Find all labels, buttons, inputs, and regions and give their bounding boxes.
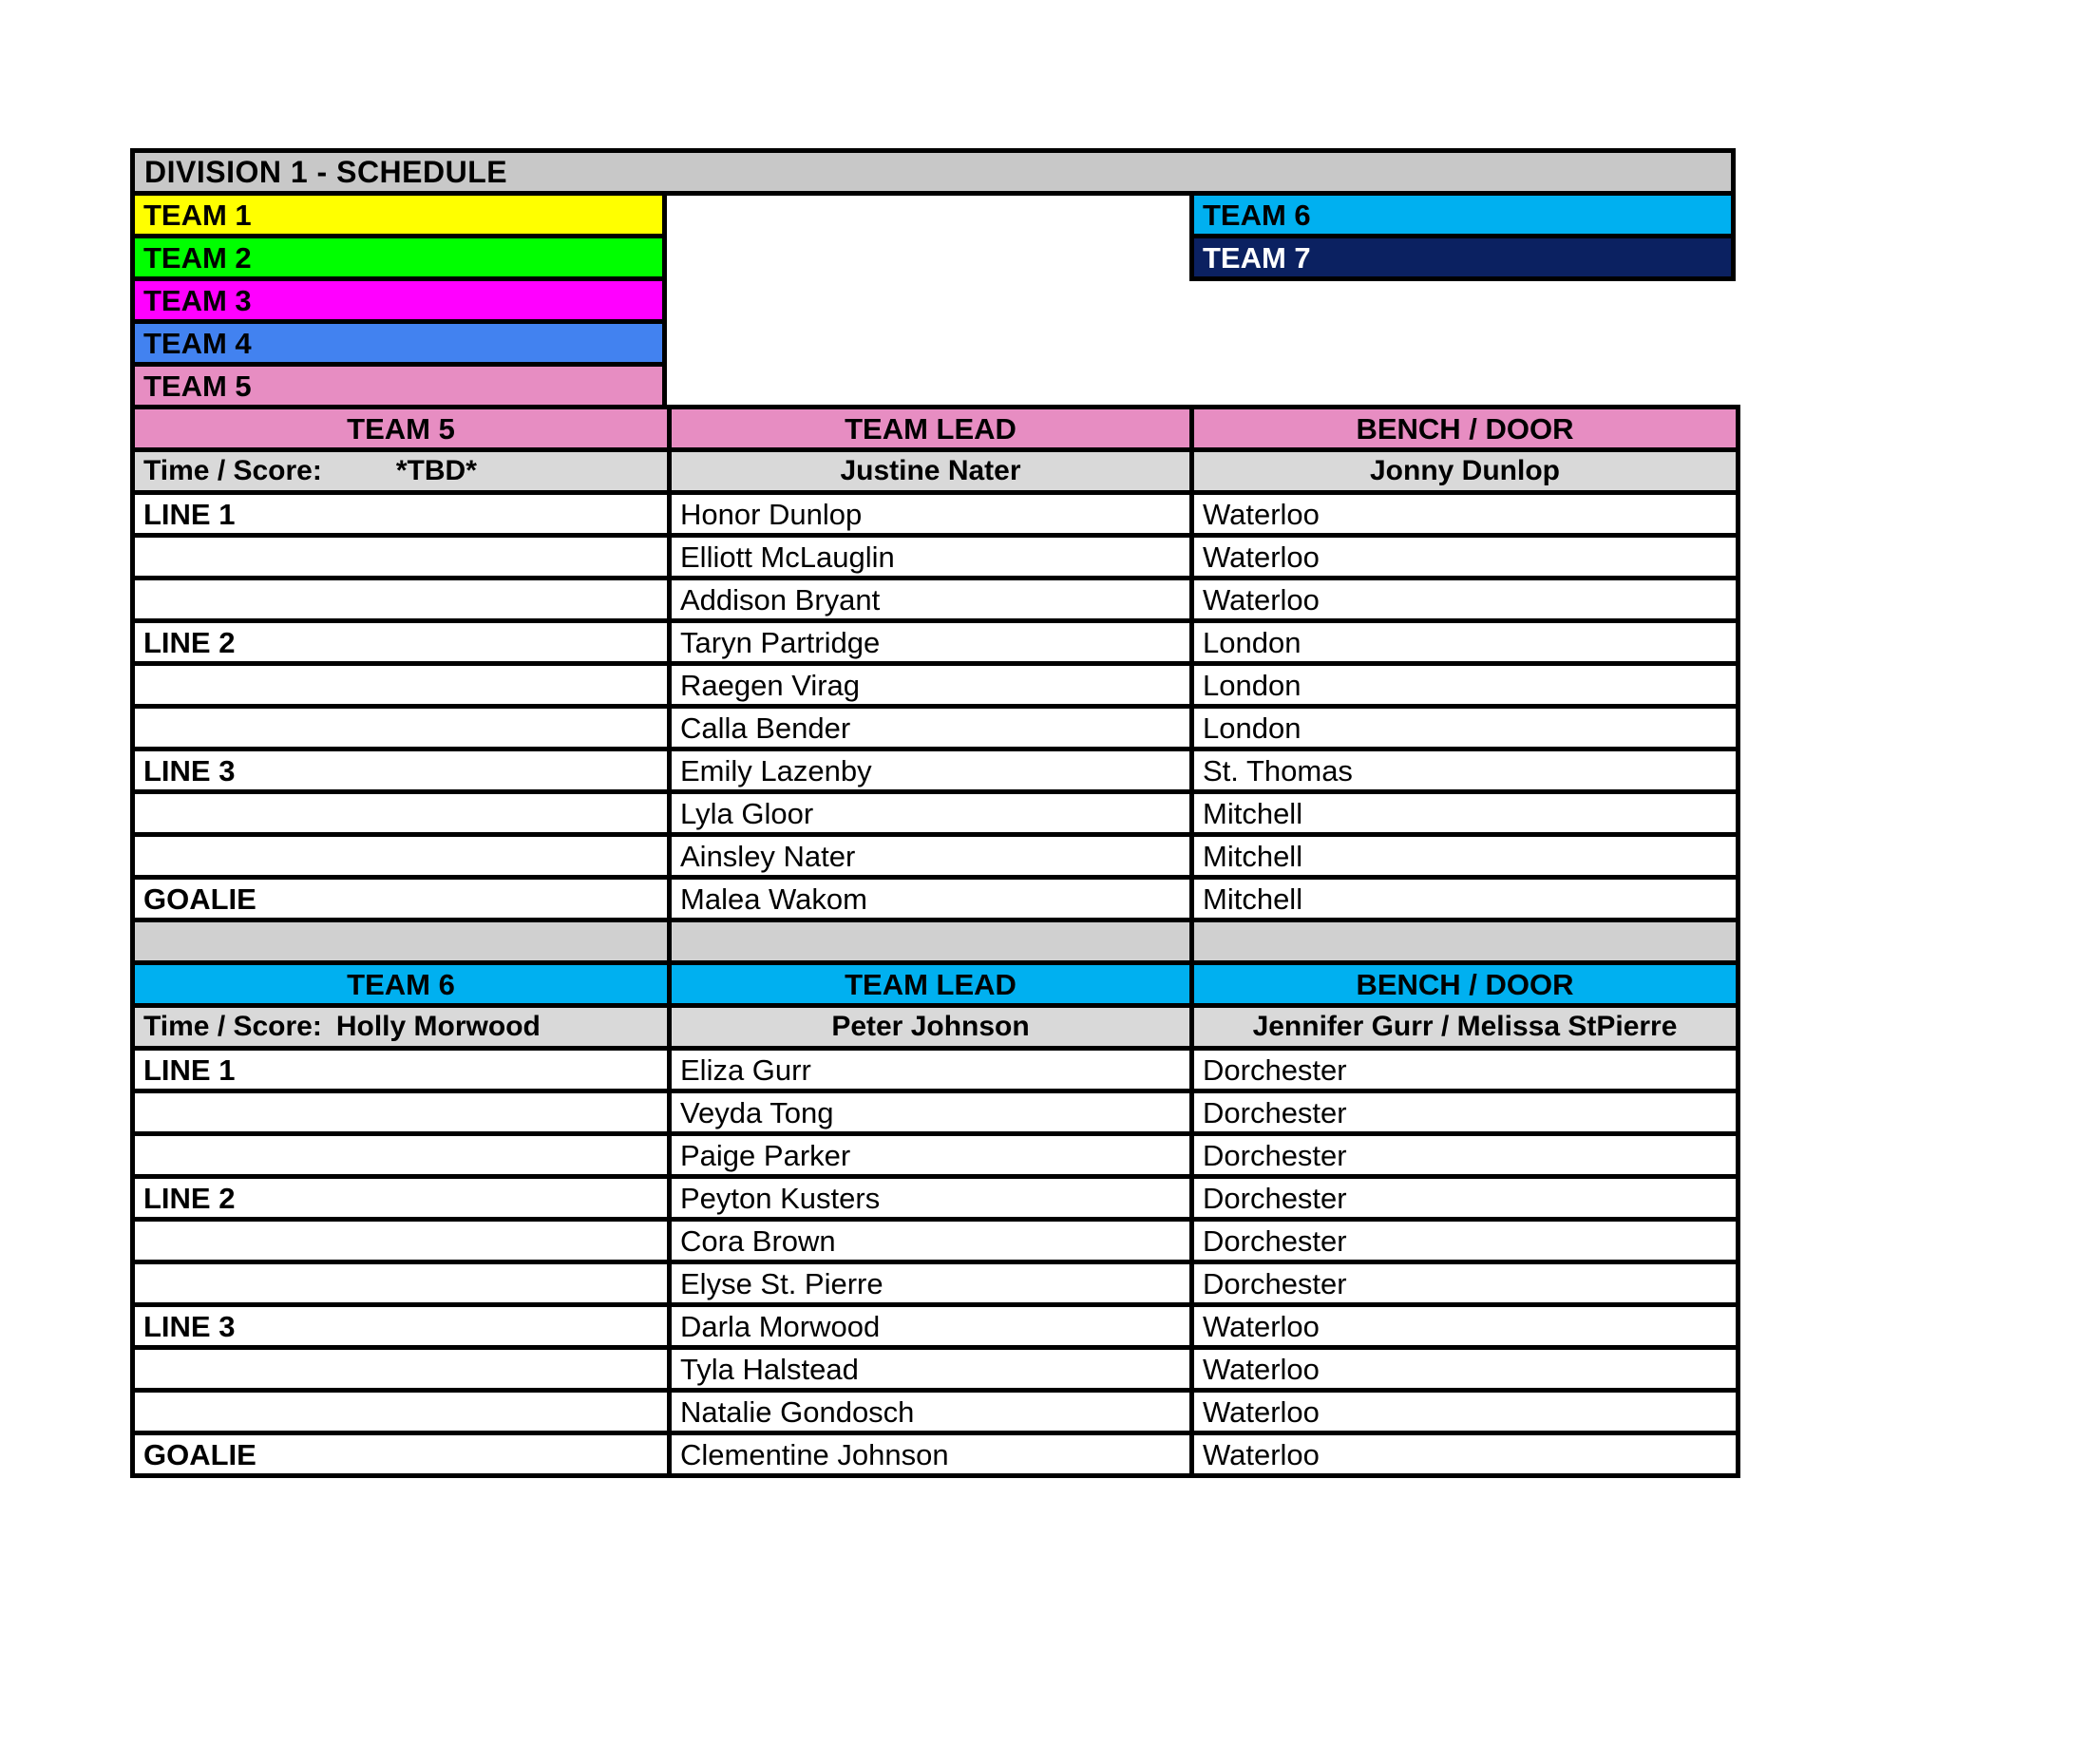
team5-roster-table bbox=[130, 405, 1740, 965]
separator-row bbox=[133, 920, 1738, 963]
line-label-cell bbox=[133, 707, 670, 749]
player-name-cell: Paige Parker bbox=[670, 1134, 1192, 1177]
line-label-cell bbox=[133, 536, 670, 579]
line-label-cell bbox=[133, 664, 670, 707]
team6-time-score-cell bbox=[133, 1006, 670, 1049]
legend-region bbox=[130, 191, 1736, 409]
schedule-sheet bbox=[130, 148, 1736, 1478]
table-row bbox=[133, 1091, 1738, 1134]
location-cell: Waterloo bbox=[1192, 579, 1738, 621]
player-name-cell: Eliza Gurr bbox=[670, 1049, 1192, 1091]
legend-item-team6: TEAM 6 bbox=[1192, 194, 1734, 237]
player-name-cell: Taryn Partridge bbox=[670, 621, 1192, 664]
team6-header-bench: BENCH / DOOR bbox=[1192, 963, 1738, 1006]
time-score-value: *TBD* bbox=[395, 455, 477, 486]
player-name-cell: Elyse St. Pierre bbox=[670, 1262, 1192, 1305]
table-row bbox=[133, 1049, 1738, 1091]
player-name-cell: Raegen Virag bbox=[670, 664, 1192, 707]
location-cell: London bbox=[1192, 621, 1738, 664]
legend-right-table bbox=[1189, 191, 1736, 281]
table-row bbox=[133, 749, 1738, 792]
table-row bbox=[133, 1134, 1738, 1177]
team5-info-row bbox=[133, 450, 1738, 493]
page bbox=[0, 148, 2090, 1764]
location-cell: Waterloo bbox=[1192, 1433, 1738, 1476]
line-label-cell: GOALIE bbox=[133, 1433, 670, 1476]
player-name-cell: Clementine Johnson bbox=[670, 1433, 1192, 1476]
location-cell: Waterloo bbox=[1192, 1305, 1738, 1348]
line-label-cell bbox=[133, 1391, 670, 1433]
location-cell: Waterloo bbox=[1192, 536, 1738, 579]
player-name-cell: Elliott McLauglin bbox=[670, 536, 1192, 579]
table-row bbox=[133, 621, 1738, 664]
line-label-cell: LINE 2 bbox=[133, 1177, 670, 1220]
player-name-cell: Calla Bender bbox=[670, 707, 1192, 749]
line-label-cell bbox=[133, 835, 670, 878]
line-label-cell bbox=[133, 1134, 670, 1177]
player-name-cell: Darla Morwood bbox=[670, 1305, 1192, 1348]
time-score-label: Time / Score: bbox=[143, 455, 322, 486]
player-name-cell: Addison Bryant bbox=[670, 579, 1192, 621]
player-name-cell: Tyla Halstead bbox=[670, 1348, 1192, 1391]
line-label-cell: LINE 3 bbox=[133, 1305, 670, 1348]
player-name-cell: Malea Wakom bbox=[670, 878, 1192, 920]
separator-cell bbox=[1192, 920, 1738, 963]
legend-item-team7: TEAM 7 bbox=[1192, 237, 1734, 279]
location-cell: London bbox=[1192, 707, 1738, 749]
legend-row bbox=[133, 237, 665, 279]
location-cell: London bbox=[1192, 664, 1738, 707]
table-row bbox=[133, 878, 1738, 920]
table-row bbox=[133, 536, 1738, 579]
location-cell: Waterloo bbox=[1192, 493, 1738, 536]
location-cell: Dorchester bbox=[1192, 1049, 1738, 1091]
time-score-value: Holly Morwood bbox=[335, 1011, 541, 1042]
line-label-cell bbox=[133, 792, 670, 835]
legend-item-team3: TEAM 3 bbox=[133, 279, 665, 322]
location-cell: St. Thomas bbox=[1192, 749, 1738, 792]
line-label-cell: LINE 2 bbox=[133, 621, 670, 664]
table-row bbox=[133, 579, 1738, 621]
separator-cell bbox=[133, 920, 670, 963]
table-row bbox=[133, 1433, 1738, 1476]
table-row bbox=[133, 493, 1738, 536]
document-title: DIVISION 1 - SCHEDULE bbox=[144, 154, 508, 189]
location-cell: Mitchell bbox=[1192, 792, 1738, 835]
team5-time-score-cell bbox=[133, 450, 670, 493]
table-row bbox=[133, 1305, 1738, 1348]
team6-header-row bbox=[133, 963, 1738, 1006]
table-row bbox=[133, 1220, 1738, 1262]
team6-header-lead: TEAM LEAD bbox=[670, 963, 1192, 1006]
legend-row bbox=[133, 279, 665, 322]
location-cell: Mitchell bbox=[1192, 878, 1738, 920]
team6-roster-table bbox=[130, 960, 1740, 1478]
legend-row bbox=[133, 322, 665, 365]
line-label-cell bbox=[133, 1220, 670, 1262]
line-label-cell bbox=[133, 1348, 670, 1391]
legend-row bbox=[1192, 237, 1734, 279]
player-name-cell: Lyla Gloor bbox=[670, 792, 1192, 835]
player-name-cell: Ainsley Nater bbox=[670, 835, 1192, 878]
player-name-cell: Emily Lazenby bbox=[670, 749, 1192, 792]
location-cell: Dorchester bbox=[1192, 1220, 1738, 1262]
legend-row bbox=[133, 194, 665, 237]
table-row bbox=[133, 1177, 1738, 1220]
line-label-cell: LINE 1 bbox=[133, 1049, 670, 1091]
line-label-cell bbox=[133, 579, 670, 621]
team5-header-lead: TEAM LEAD bbox=[670, 408, 1192, 450]
location-cell: Waterloo bbox=[1192, 1391, 1738, 1433]
table-row bbox=[133, 664, 1738, 707]
location-cell: Waterloo bbox=[1192, 1348, 1738, 1391]
legend-row bbox=[1192, 194, 1734, 237]
team6-lead-name: Peter Johnson bbox=[670, 1006, 1192, 1049]
line-label-cell: LINE 3 bbox=[133, 749, 670, 792]
legend-item-team1: TEAM 1 bbox=[133, 194, 665, 237]
location-cell: Dorchester bbox=[1192, 1262, 1738, 1305]
time-score-label: Time / Score: bbox=[143, 1011, 322, 1042]
location-cell: Dorchester bbox=[1192, 1177, 1738, 1220]
legend-item-team4: TEAM 4 bbox=[133, 322, 665, 365]
legend-left-table bbox=[130, 191, 667, 409]
team5-header-bench: BENCH / DOOR bbox=[1192, 408, 1738, 450]
team5-header-row bbox=[133, 408, 1738, 450]
team5-header-team: TEAM 5 bbox=[133, 408, 670, 450]
location-cell: Dorchester bbox=[1192, 1134, 1738, 1177]
table-row bbox=[133, 1262, 1738, 1305]
player-name-cell: Honor Dunlop bbox=[670, 493, 1192, 536]
team6-header-team: TEAM 6 bbox=[133, 963, 670, 1006]
legend-row bbox=[133, 365, 665, 408]
team5-lead-name: Justine Nater bbox=[670, 450, 1192, 493]
table-row bbox=[133, 792, 1738, 835]
separator-cell bbox=[670, 920, 1192, 963]
team5-bench-name: Jonny Dunlop bbox=[1192, 450, 1738, 493]
player-name-cell: Natalie Gondosch bbox=[670, 1391, 1192, 1433]
line-label-cell bbox=[133, 1262, 670, 1305]
legend-item-team5: TEAM 5 bbox=[133, 365, 665, 408]
team6-bench-name: Jennifer Gurr / Melissa StPierre bbox=[1192, 1006, 1738, 1049]
team6-info-row bbox=[133, 1006, 1738, 1049]
table-row bbox=[133, 835, 1738, 878]
location-cell: Dorchester bbox=[1192, 1091, 1738, 1134]
table-row bbox=[133, 707, 1738, 749]
line-label-cell: LINE 1 bbox=[133, 493, 670, 536]
player-name-cell: Cora Brown bbox=[670, 1220, 1192, 1262]
line-label-cell: GOALIE bbox=[133, 878, 670, 920]
table-row bbox=[133, 1348, 1738, 1391]
player-name-cell: Peyton Kusters bbox=[670, 1177, 1192, 1220]
line-label-cell bbox=[133, 1091, 670, 1134]
table-row bbox=[133, 1391, 1738, 1433]
title-bar bbox=[130, 148, 1736, 196]
player-name-cell: Veyda Tong bbox=[670, 1091, 1192, 1134]
legend-item-team2: TEAM 2 bbox=[133, 237, 665, 279]
location-cell: Mitchell bbox=[1192, 835, 1738, 878]
